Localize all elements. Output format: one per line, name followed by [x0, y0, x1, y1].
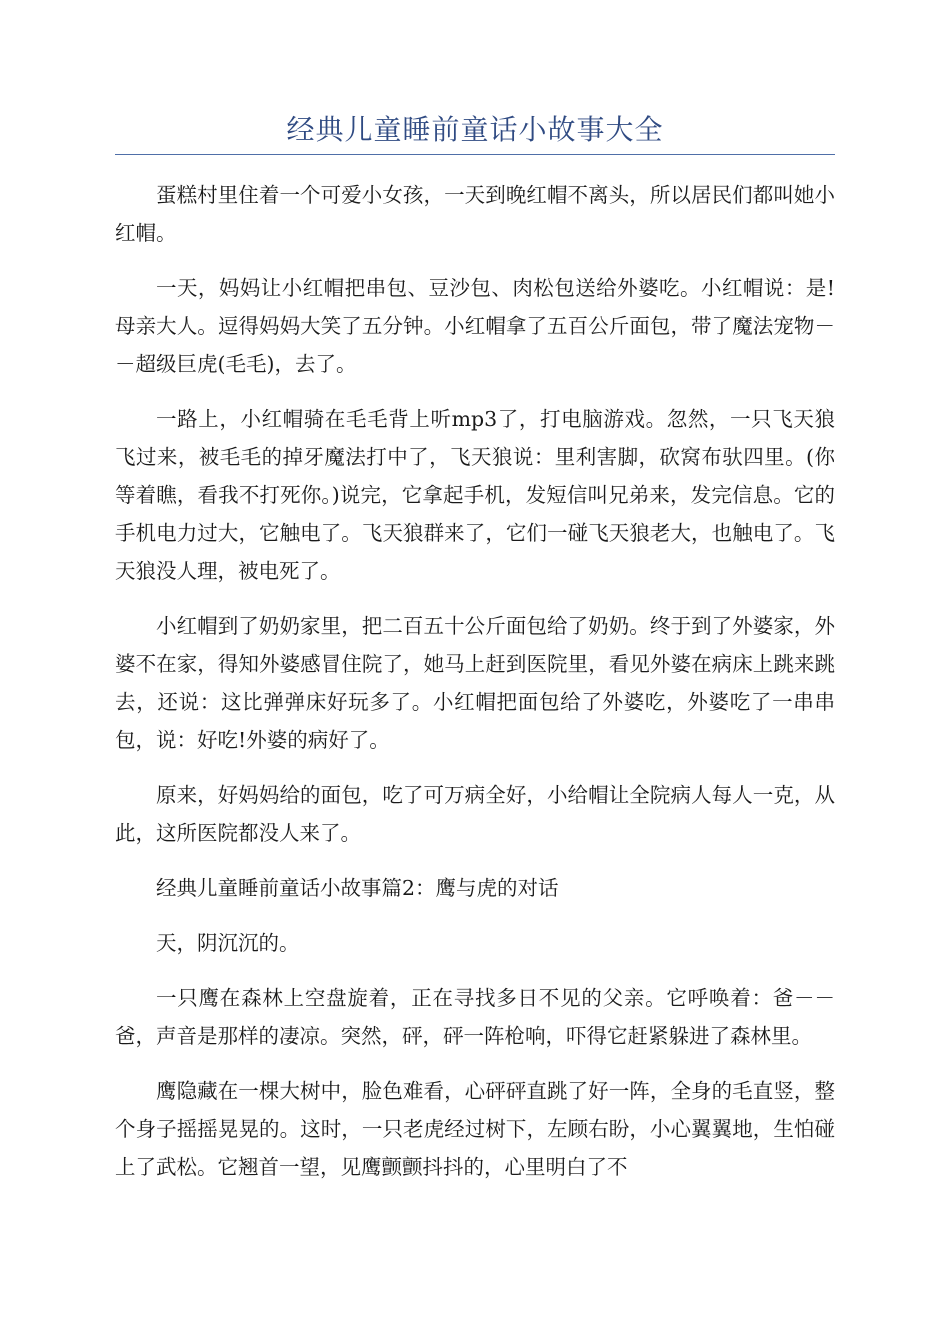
paragraph: 蛋糕村里住着一个可爱小女孩，一天到晚红帽不离头，所以居民们都叫她小红帽。	[115, 183, 835, 245]
section-heading: 经典儿童睡前童话小故事篇2：鹰与虎的对话	[156, 876, 559, 900]
title-underline	[115, 154, 835, 155]
document-body	[115, 176, 835, 1203]
paragraph: 一路上，小红帽骑在毛毛背上听mp3了，打电脑游戏。忽然，一只飞天狼飞过来，被毛毛的掉牙魔法打中了，飞天狼说：里利害脚，砍窝布驮四里。(你等着瞧，看我不打死你。)说完，它拿起手机，发短信叫兄弟来，发完信息。它的手机电力过大，它触电了。飞天狼群来了，它们一碰飞天狼老大，也触电了。飞天狼没人理，被电死了。	[115, 407, 835, 583]
paragraph: 一只鹰在森林上空盘旋着，正在寻找多日不见的父亲。它呼唤着：爸－－爸，声音是那样的凄凉。突然，砰，砰一阵枪响，吓得它赶紧躲进了森林里。	[115, 986, 835, 1048]
paragraph: 一天，妈妈让小红帽把串包、豆沙包、肉松包送给外婆吃。小红帽说：是!母亲大人。逗得妈妈大笑了五分钟。小红帽拿了五百公斤面包，带了魔法宠物－－超级巨虎(毛毛)，去了。	[115, 276, 835, 376]
paragraph: 原来，好妈妈给的面包，吃了可万病全好，小给帽让全院病人每人一克，从此，这所医院都没人来了。	[115, 783, 835, 845]
paragraph: 鹰隐藏在一棵大树中，脸色难看，心砰砰直跳了好一阵，全身的毛直竖，整个身子摇摇晃晃的。这时，一只老虎经过树下，左顾右盼，小心翼翼地，生怕碰上了武松。它翘首一望，见鹰颤颤抖抖的，心里明白了不	[115, 1079, 835, 1179]
paragraph: 小红帽到了奶奶家里，把二百五十公斤面包给了奶奶。终于到了外婆家，外婆不在家，得知外婆感冒住院了，她马上赶到医院里，看见外婆在病床上跳来跳去，还说：这比弹弹床好玩多了。小红帽把面包给了外婆吃，外婆吃了一串串包，说：好吃!外婆的病好了。	[115, 614, 835, 752]
paragraph: 天，阴沉沉的。	[156, 931, 300, 955]
document-title: 经典儿童睡前童话小故事大全	[286, 113, 664, 146]
